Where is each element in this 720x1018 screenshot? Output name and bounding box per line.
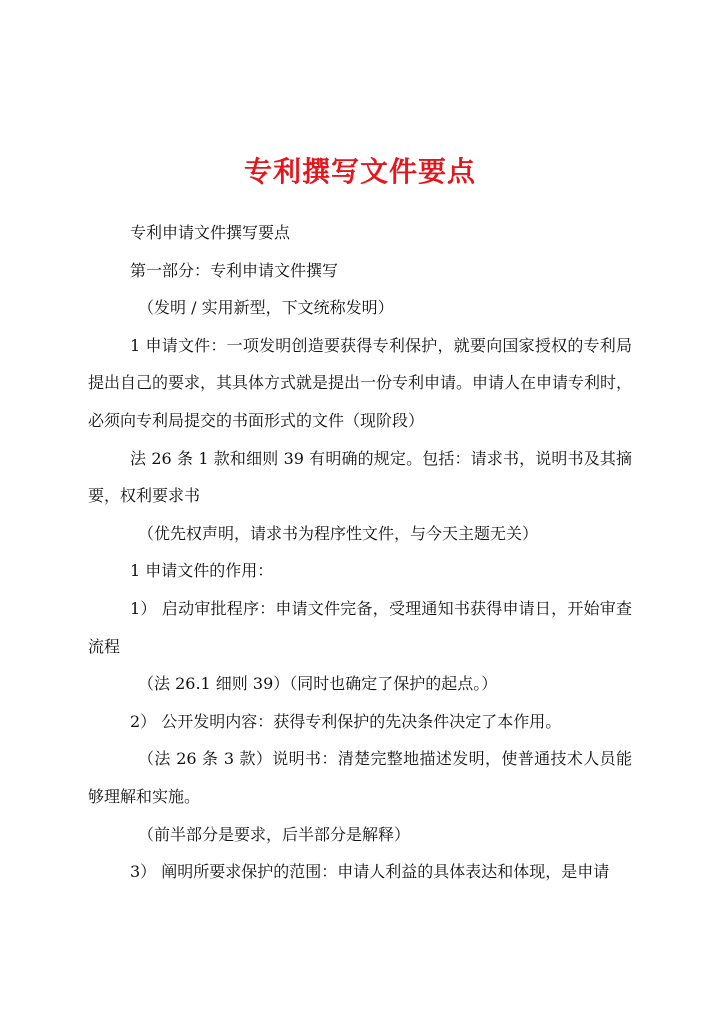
document-body <box>88 214 632 891</box>
paragraph-application-documents: 1 申请文件：一项发明创造要获得专利保护，就要向国家授权的专利局提出自己的要求，其具体方式就是提出一份专利申请。申请人在申请专利时，必须向专利局提交的书面形式的文件（现阶段） <box>88 335 633 430</box>
paragraph-role-heading: 1 申请文件的作用： <box>130 561 274 581</box>
paragraph-legal-basis: 法 26 条 1 款和细则 39 有明确的规定。包括：请求书，说明书及其摘要，权利要求书 <box>88 448 632 506</box>
paragraph-part-one-heading: 第一部分：专利申请文件撰写 <box>130 260 339 280</box>
paragraph-role-3: 3） 阐明所要求保护的范围：申请人利益的具体表达和体现，是申请 <box>130 862 610 882</box>
paragraph-role-1: 1） 启动审批程序：申请文件完备，受理通知书获得申请日，开始审查流程 <box>88 598 632 656</box>
paragraph-subtitle: 专利申请文件撰写要点 <box>130 223 291 242</box>
paragraph-scope-note: （发明 / 实用新型，下文统称发明） <box>138 298 394 318</box>
paragraph-role-1-note: （法 26.1 细则 39）（同时也确定了保护的起点。） <box>138 674 498 694</box>
paragraph-role-2-explanation: （前半部分是要求，后半部分是解释） <box>138 824 411 844</box>
paragraph-role-2: 2） 公开发明内容：获得专利保护的先决条件决定了本作用。 <box>130 711 562 731</box>
paragraph-role-2-note: （法 26 条 3 款）说明书：清楚完整地描述发明，使普通技术人员能够理解和实施。 <box>88 749 632 806</box>
document-title: 专利撰写文件要点 <box>243 155 476 188</box>
paragraph-priority-note: （优先权声明，请求书为程序性文件，与今天主题无关） <box>138 523 539 543</box>
